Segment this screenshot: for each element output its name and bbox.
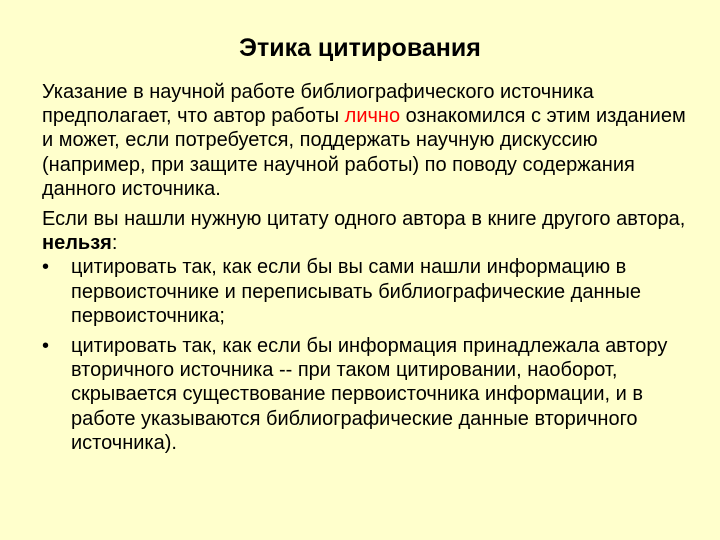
paragraph-text-after: ознакомился с этим изданием и может, если потребуется, поддержать научную дискуссию (например, при защите научной работы) по поводу содержания данного источника. [42, 105, 686, 200]
slide-title: Этика цитирования [239, 34, 481, 62]
forbidden-practices-list [42, 255, 692, 455]
rule-intro-colon: : [111, 232, 118, 255]
bullet-icon: • [42, 335, 50, 358]
paragraph-rule-intro [42, 207, 692, 255]
bullet-icon: • [42, 256, 50, 279]
highlight-word: лично [344, 105, 401, 128]
slide-body [42, 80, 692, 455]
list-item [42, 255, 692, 328]
list-item-text: цитировать так, как если бы вы сами нашли информацию в первоисточнике и переписывать библиографические данные первоисточника; [71, 256, 642, 327]
list-item-text: цитировать так, как если бы информация принадлежала автору вторичного источника -- при таком цитировании, наоборот, скрывается существование первоисточника информации, и в работе указываются библиографические данные вторичного источника). [71, 335, 668, 454]
paragraph-citation-meaning [42, 80, 692, 201]
rule-intro-text: Если вы нашли нужную цитату одного автора в книге другого автора, [42, 208, 686, 231]
list-item [42, 334, 692, 455]
paragraph-text-before: Указание в научной работе библиографического источника предполагает, что автор работы [42, 81, 594, 128]
forbidden-word: нельзя [42, 232, 112, 255]
